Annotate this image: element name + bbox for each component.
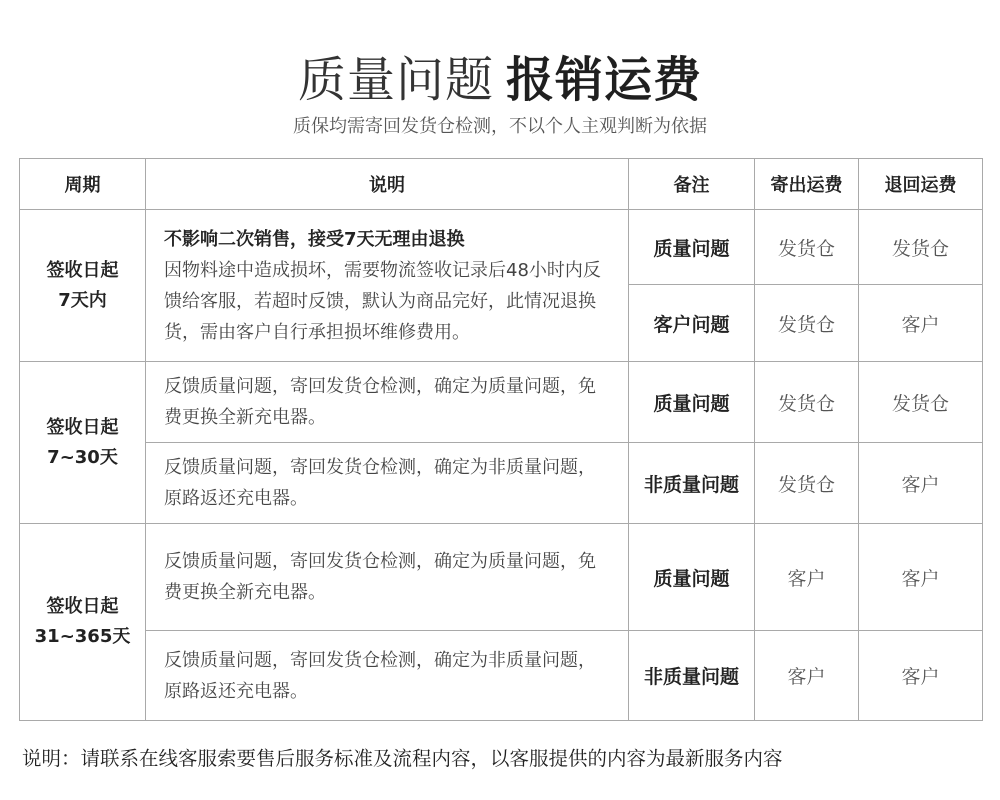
send-fee-cell: 发货仓 xyxy=(755,285,859,362)
return-fee-cell: 客户 xyxy=(859,285,983,362)
return-fee-cell: 发货仓 xyxy=(859,362,983,443)
column-header-description: 说明 xyxy=(146,159,629,210)
return-fee-cell: 客户 xyxy=(859,524,983,631)
page-subtitle: 质保均需寄回发货仓检测，不以个人主观判断为依据 xyxy=(293,116,707,137)
return-fee-cell: 客户 xyxy=(859,443,983,524)
column-header-period: 周期 xyxy=(20,159,146,210)
send-fee-cell: 客户 xyxy=(755,524,859,631)
note-cell: 质量问题 xyxy=(629,524,755,631)
table-row xyxy=(20,443,983,524)
period-line: 31~365天 xyxy=(34,626,131,647)
title-shipping-reimbursement: 报销运费 xyxy=(506,52,703,108)
page-title xyxy=(0,50,1000,110)
table-row xyxy=(20,524,983,631)
description-lead: 不影响二次销售，接受7天无理由退换 xyxy=(164,228,465,250)
send-fee-cell: 客户 xyxy=(755,631,859,721)
note-cell: 质量问题 xyxy=(629,362,755,443)
after-sales-policy-table xyxy=(19,158,983,721)
period-cell xyxy=(20,524,146,721)
description-cell: 反馈质量问题，寄回发货仓检测，确定为质量问题，免费更换全新充电器。 xyxy=(146,524,629,631)
table-header-row xyxy=(20,159,983,210)
note-cell: 客户问题 xyxy=(629,285,755,362)
table-row xyxy=(20,631,983,721)
period-cell xyxy=(20,362,146,524)
column-header-send-fee: 寄出运费 xyxy=(755,159,859,210)
return-fee-cell: 发货仓 xyxy=(859,210,983,285)
send-fee-cell: 发货仓 xyxy=(755,443,859,524)
description-cell: 反馈质量问题，寄回发货仓检测，确定为非质量问题，原路返还充电器。 xyxy=(146,443,629,524)
column-header-note: 备注 xyxy=(629,159,755,210)
description-cell: 反馈质量问题，寄回发货仓检测，确定为非质量问题，原路返还充电器。 xyxy=(146,631,629,721)
return-fee-cell: 客户 xyxy=(859,631,983,721)
period-line: 签收日起 xyxy=(46,259,119,281)
period-line: 7天内 xyxy=(58,289,107,311)
note-cell: 非质量问题 xyxy=(629,443,755,524)
send-fee-cell: 发货仓 xyxy=(755,362,859,443)
footer-note: 说明：请联系在线客服索要售后服务标准及流程内容，以客服提供的内容为最新服务内容 xyxy=(22,747,783,770)
note-cell: 质量问题 xyxy=(629,210,755,285)
description-cell: 反馈质量问题，寄回发货仓检测，确定为质量问题，免费更换全新充电器。 xyxy=(146,362,629,443)
table-row xyxy=(20,362,983,443)
send-fee-cell: 发货仓 xyxy=(755,210,859,285)
description-text: 因物料途中造成损坏，需要物流签收记录后48小时内反馈给客服，若超时反馈，默认为商品完好，此情况退换货，需由客户自行承担损坏维修费用。 xyxy=(164,259,601,343)
period-line: 签收日起 xyxy=(46,416,119,438)
table-row xyxy=(20,210,983,285)
period-line: 签收日起 xyxy=(46,596,119,617)
period-line: 7~30天 xyxy=(47,446,118,468)
period-cell xyxy=(20,210,146,362)
title-quality-issue: 质量问题 xyxy=(297,52,494,108)
column-header-return-fee: 退回运费 xyxy=(859,159,983,210)
note-cell: 非质量问题 xyxy=(629,631,755,721)
description-cell xyxy=(146,210,629,362)
